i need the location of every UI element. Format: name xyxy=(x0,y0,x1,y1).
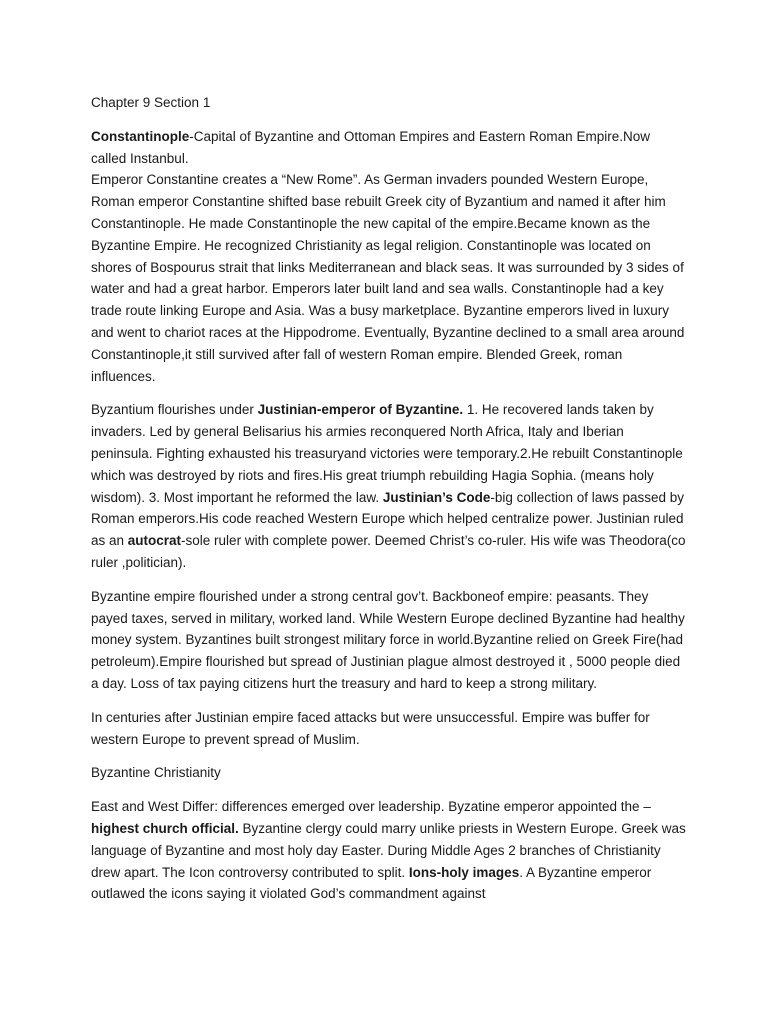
document-body xyxy=(91,92,687,917)
term-highest-church-official: highest church official. xyxy=(91,820,239,836)
paragraph-attacks: In centuries after Justinian empire faced attacks but were unsuccessful. Empire was buffer for western Europe to prevent spread of Muslim. xyxy=(91,709,650,747)
paragraph-text: Byzantium flourishes under xyxy=(91,402,258,418)
paragraph-text: . A Byzantine emperor outlawed the icons saying it violated God’s commandment against xyxy=(91,864,652,902)
definition-text: -Capital of Byzantine and Ottoman Empires and Eastern Roman Empire.Now called Instanbul. xyxy=(91,128,650,166)
term-icons: Ions-holy images xyxy=(408,864,520,880)
paragraph-text: -sole ruler with complete power. Deemed Christ’s co-ruler. His wife was Theodora(co ruler ,politician). xyxy=(91,533,686,570)
section-subheading: Byzantine Christianity xyxy=(91,765,221,781)
paragraph-new-rome: Emperor Constantine creates a “New Rome”. As German invaders pounded Western Europe, Roman emperor Constantine shifted base rebuilt Greek city of Byzantium and named it after him Constantinople. He made Constantinople the new capital of the empire.Became known as the Byzantine Empire. He recognized Christianity as legal religion. Constantinople was located on shores of Bospourus strait that links Mediterranean and black seas. It was surrounded by 3 sides of water and had a great harbor. Emperors later built land and sea walls. Constantinople had a key trade route linking Europe and Asia. Was a busy marketplace. Byzantine emperors lived in luxury and went to chariot races at the Hippodrome. Eventually, Byzantine declined to a small area around Constantinople,it still survived after fall of western Roman empire. Blended Greek, roman influences. xyxy=(91,172,685,384)
term-justinian: Justinian-emperor of Byzantine. xyxy=(257,402,464,418)
paragraph-text: -big collection of laws passed by Roman emperors.His code reached Western Europe which helped centralize power. Justinian ruled as an xyxy=(91,489,685,549)
term-autocrat: autocrat xyxy=(127,533,182,549)
paragraph-justinian xyxy=(91,399,687,573)
paragraph-text: East and West Differ: differences emerged over leadership. Byzatine emperor appointed the – xyxy=(91,799,651,815)
paragraph-text: Byzantine clergy could marry unlike priests in Western Europe. Greek was language of Byzantine and most holy day Easter. During Middle Ages 2 branches of Christianity drew apart. The Icon controversy contributed to split. xyxy=(91,820,686,880)
term-justinians-code: Justinian’s Code xyxy=(382,489,491,505)
paragraph-christianity xyxy=(91,796,687,905)
paragraph-text: 1. He recovered lands taken by invaders. Led by general Belisarius his armies reconquered North Africa, Italy and Iberian peninsula. Fighting exhausted his treasuryand victories were temporary.2.He rebuilt Constantinople which was destroyed by riots and fires.His great triumph rebuilding Hagia Sophia. (means holy wisdom). 3. Most important he reformed the law. xyxy=(91,402,683,505)
chapter-heading: Chapter 9 Section 1 xyxy=(91,95,211,110)
paragraph-constantinople-definition xyxy=(91,126,687,170)
term-constantinople: Constantinople xyxy=(91,128,190,144)
paragraph-economy: Byzantine empire flourished under a strong central gov’t. Backboneof empire: peasants. They payed taxes, served in military, worked land. While Western Europe declined Byzantine had healthy money system. Byzantines built strongest military force in world.Byzantine relied on Greek Fire(had petroleum).Empire flourished but spread of Justinian plague almost destroyed it , 5000 people died a day. Loss of tax paying citizens hurt the treasury and hard to keep a strong military. xyxy=(91,588,685,691)
